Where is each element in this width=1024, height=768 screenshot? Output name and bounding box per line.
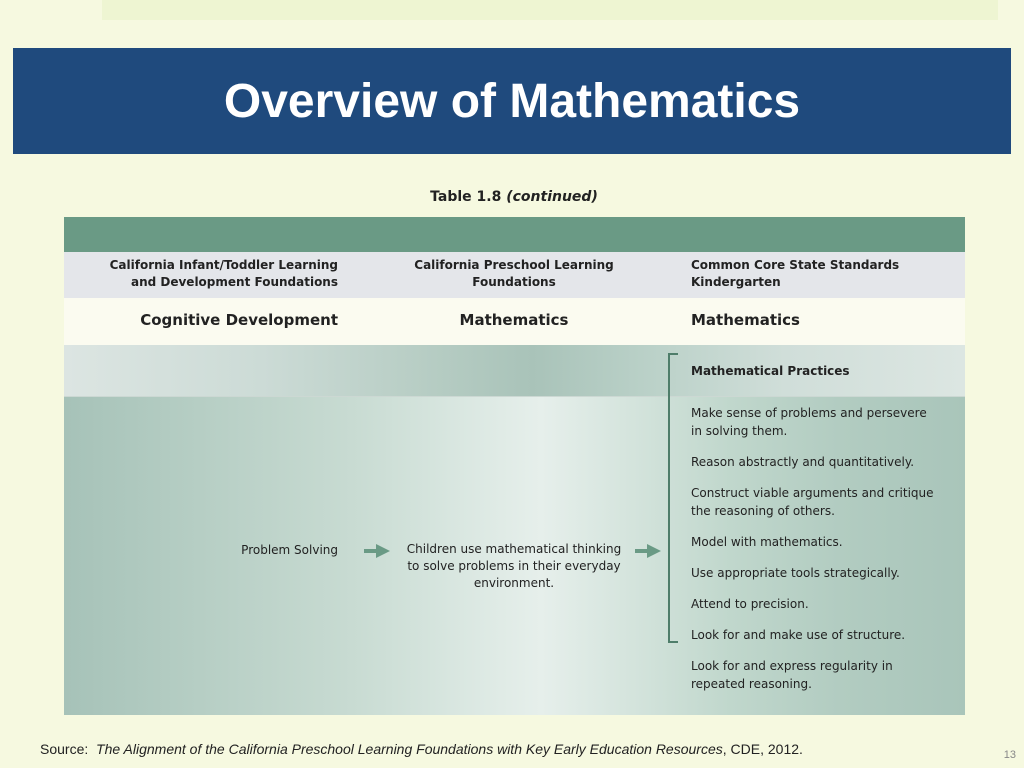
practice-item: Look for and make use of structure.	[691, 628, 906, 642]
preschool-item-line: environment.	[473, 576, 555, 590]
table-caption	[0, 189, 1024, 205]
column-header-line: Kindergarten	[691, 275, 781, 289]
domain-common-core: Mathematics	[691, 311, 800, 329]
column-header-line: California Infant/Toddler Learning	[109, 258, 338, 272]
practice-item: Attend to precision.	[691, 597, 809, 611]
practices-title: Mathematical Practices	[691, 364, 850, 378]
preschool-item-line: Children use mathematical thinking	[406, 542, 622, 556]
practices-row	[64, 345, 965, 397]
practice-item: Make sense of problems and persevere in solving them.	[691, 406, 927, 438]
arrow-right-icon	[635, 544, 661, 558]
preschool-item	[399, 541, 629, 592]
table-caption-continued: (continued)	[506, 189, 598, 205]
practice-item: Construct viable arguments and critique the reasoning of others.	[691, 486, 934, 518]
domain-infant: Cognitive Development	[140, 311, 338, 329]
practice-item: Reason abstractly and quantitatively.	[691, 455, 915, 469]
table-caption-main: Table 1.8	[430, 189, 502, 205]
source-title: The Alignment of the California Preschool Learning Foundations with Key Early Education Resources	[96, 741, 723, 757]
source-prefix: Source:	[40, 741, 89, 757]
column-header-line: and Development Foundations	[130, 275, 338, 289]
slide-title: Overview of Mathematics	[223, 74, 801, 128]
domain-preschool: Mathematics	[459, 311, 569, 329]
column-header-line: Foundations	[472, 275, 556, 289]
arrow-right-icon	[364, 544, 390, 558]
top-strip	[102, 0, 998, 20]
column-header-infant	[98, 257, 338, 291]
column-header-common-core	[691, 257, 931, 291]
preschool-item-line: to solve problems in their everyday	[407, 559, 621, 573]
column-header-preschool	[409, 257, 619, 291]
practice-item: Look for and express regularity in repeated reasoning.	[691, 659, 893, 691]
practice-item: Model with mathematics.	[691, 535, 843, 549]
title-banner	[13, 48, 1011, 154]
page-number: 13	[1003, 749, 1016, 761]
column-header-line: Common Core State Standards	[691, 258, 900, 272]
infant-item: Problem Solving	[241, 543, 338, 557]
practice-item: Use appropriate tools strategically.	[691, 566, 900, 580]
alignment-table	[64, 217, 965, 715]
column-header-line: California Preschool Learning	[414, 258, 614, 272]
source-suffix: , CDE, 2012.	[722, 741, 803, 757]
source-citation	[40, 741, 803, 757]
practice-list	[691, 404, 951, 706]
bracket-icon	[668, 353, 678, 643]
table-top-band	[64, 217, 965, 252]
